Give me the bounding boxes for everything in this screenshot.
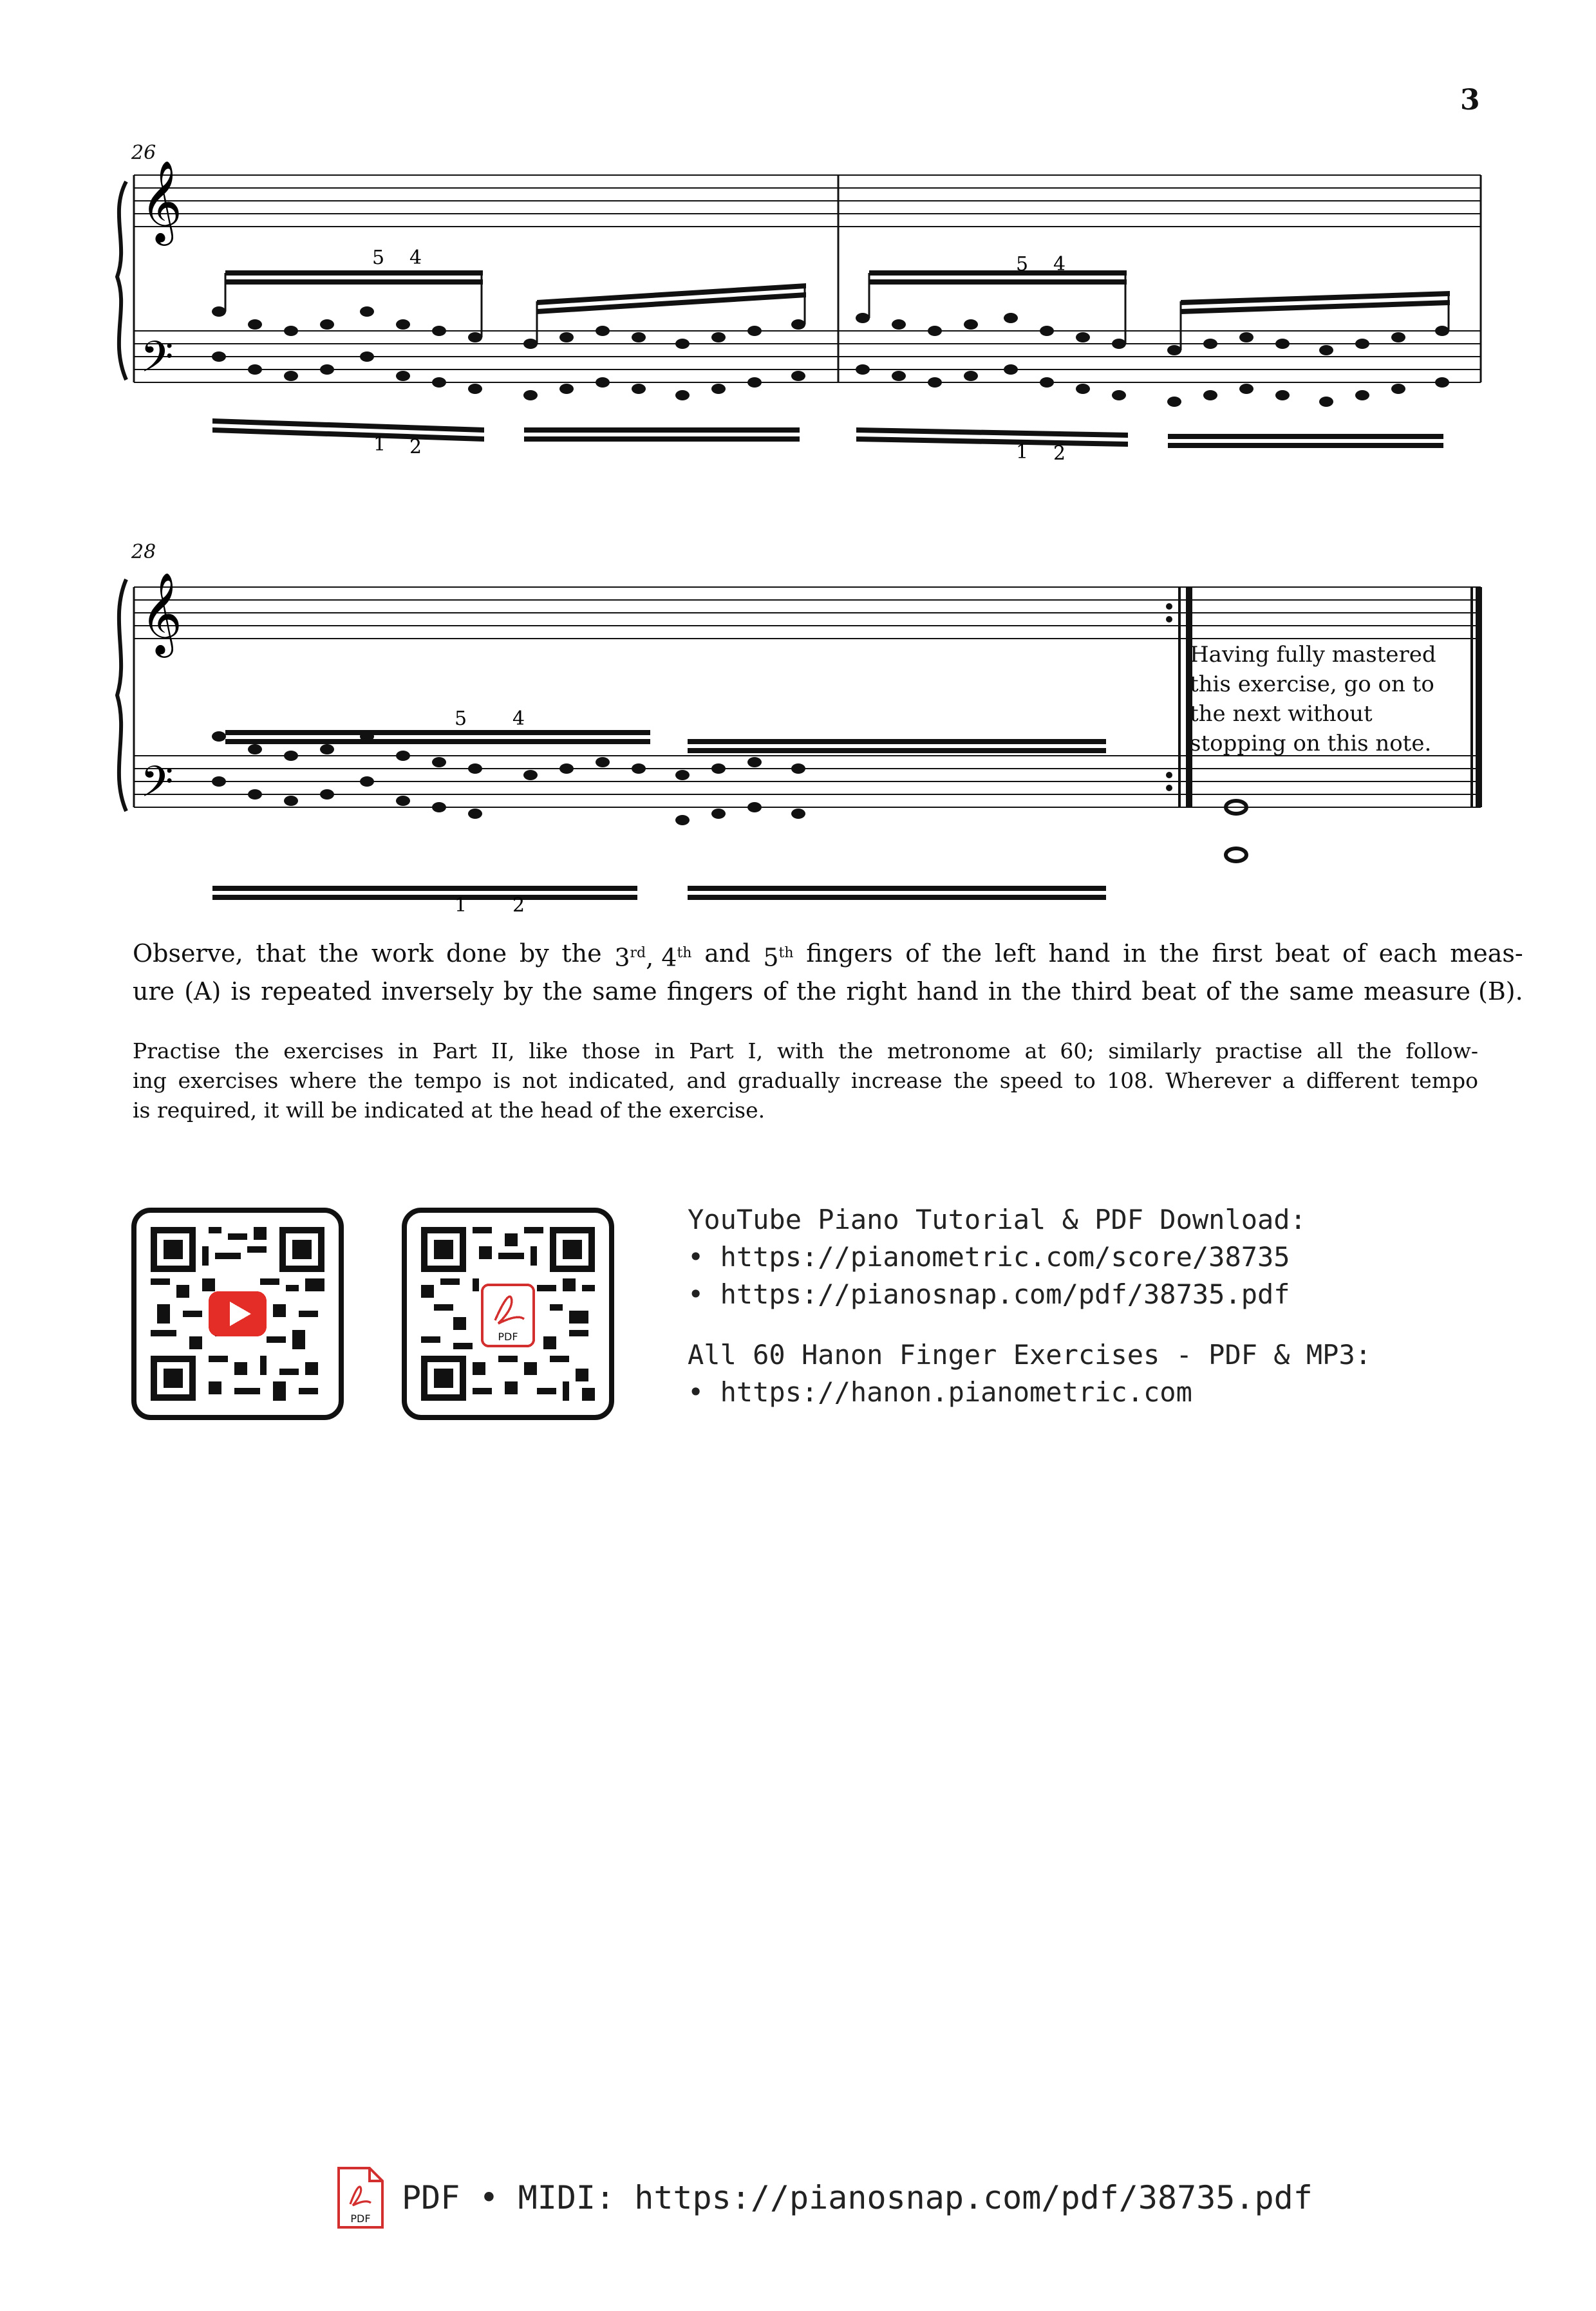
upper-voice-beam-bars (225, 730, 1106, 753)
links-heading: All 60 Hanon Finger Exercises - PDF & MP3: (688, 1339, 1372, 1371)
fingering: 1 (373, 433, 386, 456)
links-block (688, 1201, 1371, 1411)
observe-line-2: ure (A) is repeated inversely by the same fingers of the right hand in the third beat of the same measure (B). (133, 977, 1523, 1006)
bass-clef: 𝄢 (140, 757, 174, 817)
practise-paragraph (133, 1036, 1478, 1125)
ending-instruction (1190, 640, 1460, 758)
bass-staff (134, 756, 1481, 807)
observe-paragraph (133, 937, 1523, 1008)
pdf-qr-code[interactable] (402, 1208, 614, 1420)
bass-clef: 𝄢 (140, 332, 174, 392)
treble-staff (134, 587, 1481, 639)
instruction-line: Having fully mastered (1190, 642, 1436, 668)
lower-voice-beam-bars (212, 886, 1106, 900)
fingering: 4 (512, 707, 525, 730)
links-heading: YouTube Piano Tutorial & PDF Download: (688, 1204, 1306, 1235)
observe-line-1: Observe, that the work done by the 3rd, 4th and 5th fingers of the left hand in the first beat of each meas- (133, 939, 1523, 972)
practise-line: Practise the exercises in Part II, like those in Part I, with the metronome at 60; similarly practise all the follow- (133, 1038, 1478, 1063)
fingering: 5 (1016, 253, 1029, 276)
measure-number: 28 (131, 541, 156, 563)
fingering: 2 (512, 894, 525, 917)
page-number: 3 (1460, 84, 1480, 117)
pdf-icon (335, 2166, 386, 2230)
fingering: 2 (1053, 442, 1066, 465)
fingering: 5 (372, 247, 385, 269)
final-barline (1470, 587, 1482, 807)
measure-number: 26 (131, 142, 156, 164)
link-hanon[interactable]: • https://hanon.pianometric.com (688, 1376, 1192, 1408)
lower-voice-notes (212, 776, 1246, 861)
practise-line: is required, it will be indicated at the head of the exercise. (133, 1098, 765, 1123)
practise-line: ing exercises where the tempo is not indicated, and gradually increase the speed to 108. Wherever a different tempo (133, 1068, 1478, 1093)
fingering: 2 (409, 436, 422, 458)
fingering: 1 (455, 894, 467, 917)
pdf-icon-label: PDF (350, 2213, 371, 2225)
brace (117, 579, 126, 811)
instruction-line: stopping on this note. (1190, 731, 1432, 756)
pdf-badge-label: PDF (498, 1331, 518, 1343)
fingering: 1 (1016, 441, 1029, 463)
treble-clef: 𝄞 (140, 572, 183, 654)
music-system-2 (0, 0, 1596, 927)
instruction-line: the next without (1190, 701, 1373, 727)
fingering: 5 (455, 707, 467, 730)
fingering: 4 (409, 247, 422, 269)
youtube-qr-code[interactable] (131, 1208, 344, 1420)
treble-clef: 𝄞 (140, 160, 183, 242)
footer (335, 2166, 1313, 2230)
repeat-sign (1166, 587, 1192, 807)
link-pdf[interactable]: • https://pianosnap.com/pdf/38735.pdf (688, 1278, 1290, 1310)
fingering: 4 (1053, 253, 1066, 276)
link-score[interactable]: • https://pianometric.com/score/38735 (688, 1241, 1290, 1273)
instruction-line: this exercise, go on to (1190, 671, 1434, 697)
footer-link[interactable]: PDF • MIDI: https://pianosnap.com/pdf/38735.pdf (402, 2179, 1313, 2216)
